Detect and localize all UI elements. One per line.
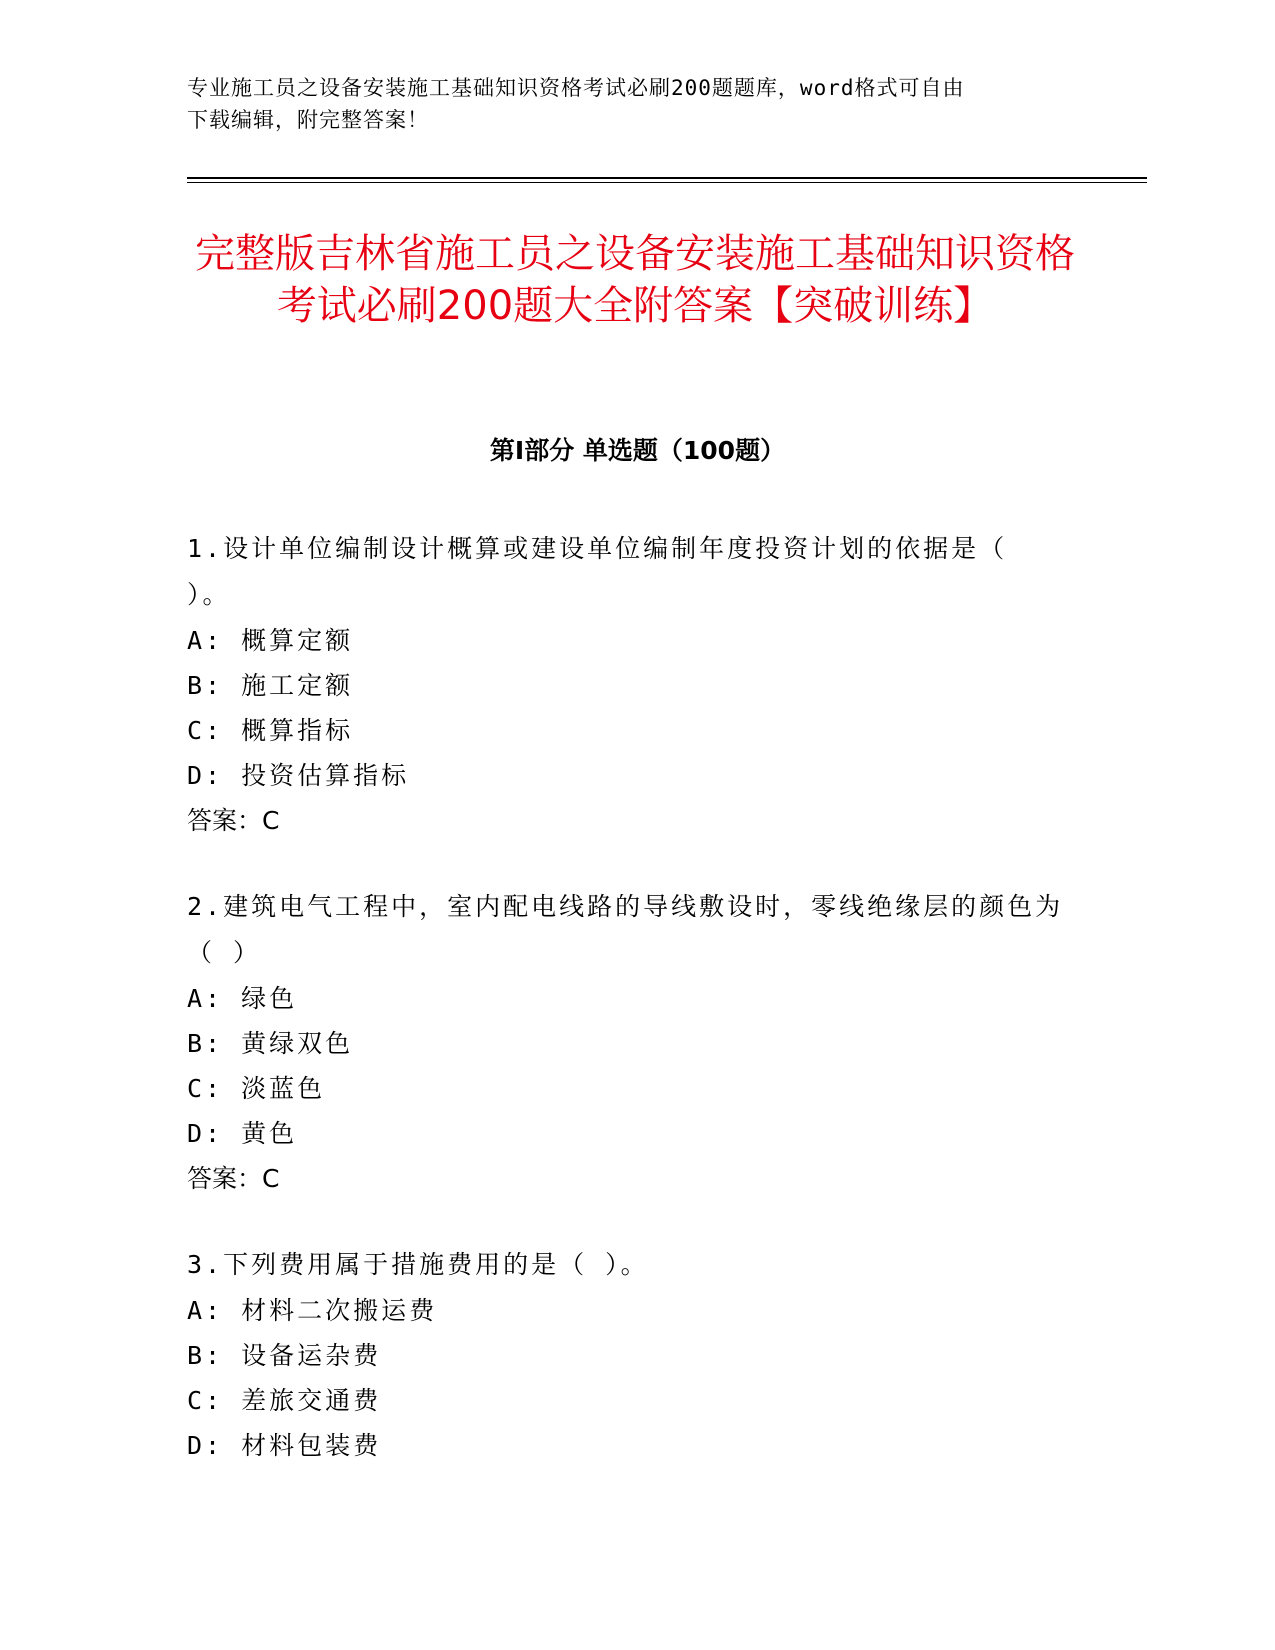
option-b: B: 设备运杂费: [187, 1341, 382, 1370]
question-stem: 1.设计单位编制设计概算或建设单位编制年度投资计划的依据是（ ）。: [187, 534, 1008, 609]
option-a: A: 绿色: [187, 984, 298, 1013]
option-d: D: 黄色: [187, 1119, 298, 1148]
question-list: [187, 526, 1067, 1508]
header-divider-thin: [187, 182, 1147, 183]
question-stem: 2.建筑电气工程中，室内配电线路的导线敷设时，零线绝缘层的颜色为（ ）: [187, 892, 1064, 967]
option-c: C: 差旅交通费: [187, 1386, 382, 1415]
option-b: B: 施工定额: [187, 671, 354, 700]
option-a: A: 材料二次搬运费: [187, 1296, 438, 1325]
option-d: D: 投资估算指标: [187, 761, 410, 790]
header-note-line-2: 下载编辑，附完整答案！: [187, 108, 429, 132]
answer-text: 答案：C: [187, 806, 280, 835]
header-note: [187, 72, 1087, 136]
answer-text: 答案：C: [187, 1164, 280, 1193]
option-b: B: 黄绿双色: [187, 1029, 354, 1058]
question-2: [187, 884, 1067, 1202]
question-3: [187, 1242, 1067, 1468]
section-heading: 第Ⅰ部分 单选题（100题）: [489, 436, 786, 465]
header-note-line-1: 专业施工员之设备安装施工基础知识资格考试必刷200题题库，word格式可自由: [187, 76, 965, 100]
option-a: A: 概算定额: [187, 626, 354, 655]
option-c: C: 淡蓝色: [187, 1074, 326, 1103]
question-stem: 3.下列费用属于措施费用的是（ ）。: [187, 1250, 649, 1279]
option-c: C: 概算指标: [187, 716, 354, 745]
question-1: [187, 526, 1067, 844]
option-d: D: 材料包装费: [187, 1431, 382, 1460]
header-divider-thick: [187, 177, 1147, 179]
document-title: 完整版吉林省施工员之设备安装施工基础知识资格考试必刷200题大全附答案【突破训练】: [195, 231, 1075, 329]
